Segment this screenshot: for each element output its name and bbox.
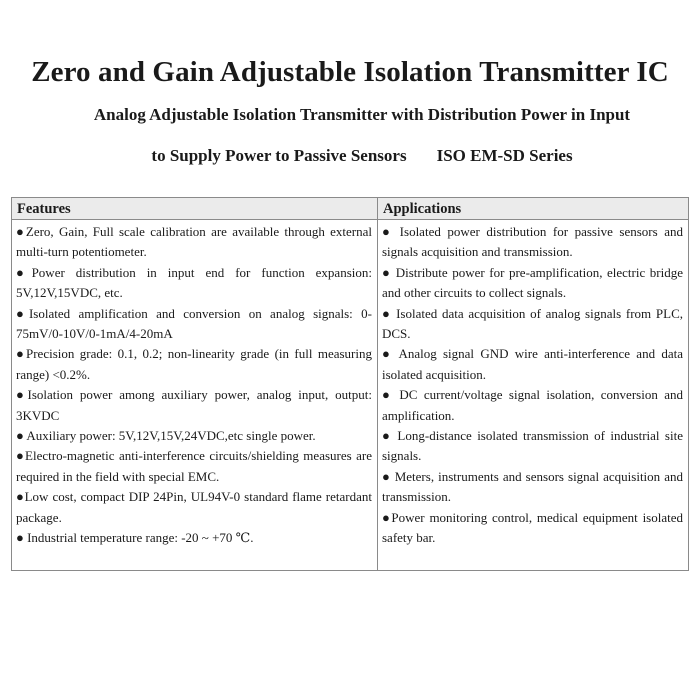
- feature-item: ●Zero, Gain, Full scale calibration are available through external multi-turn potentiometer.: [16, 224, 372, 260]
- application-item: ● Analog signal GND wire anti-interference and data isolated acquisition.: [382, 346, 683, 382]
- feature-item: ●Isolation power among auxiliary power, analog input, output: 3KVDC: [16, 387, 372, 423]
- series-name: ISO EM-SD Series: [436, 146, 573, 165]
- application-item: ● DC current/voltage signal isolation, conversion and amplification.: [382, 387, 683, 423]
- application-item: ● Distribute power for pre-amplification, electric bridge and other circuits to collect signals.: [382, 264, 683, 301]
- application-item: ●Power monitoring control, medical equipment isolated safety bar.: [382, 509, 683, 546]
- application-item: ● Meters, instruments and sensors signal acquisition and transmission.: [382, 468, 683, 505]
- feature-item: ● Auxiliary power: 5V,12V,15V,24VDC,etc single power.: [16, 428, 316, 444]
- document-title: Zero and Gain Adjustable Isolation Transmitter IC: [31, 56, 669, 88]
- feature-item: ●Low cost, compact DIP 24Pin, UL94V-0 standard flame retardant package.: [16, 489, 372, 525]
- document-subtitle-line2: [12, 146, 700, 166]
- feature-item: ●Precision grade: 0.1, 0.2; non-linearity grade (in full measuring range) <0.2%.: [16, 346, 372, 382]
- applications-column: [377, 198, 688, 570]
- features-header: Features: [12, 198, 377, 220]
- spec-table: [11, 197, 689, 571]
- document-subtitle-line1: Analog Adjustable Isolation Transmitter with Distribution Power in Input: [93, 105, 631, 124]
- applications-header: Applications: [378, 198, 688, 220]
- application-item: ● Isolated power distribution for passive sensors and signals acquisition and transmission.: [382, 224, 683, 260]
- features-list: [12, 220, 377, 549]
- feature-item: ●Isolated amplification and conversion on analog signals: 0-75mV/0-10V/0-1mA/4-20mA: [16, 305, 372, 342]
- feature-item: ●Power distribution in input end for function expansion: 5V,12V,15VDC, etc.: [16, 264, 372, 301]
- applications-list: [378, 220, 688, 549]
- application-item: ● Isolated data acquisition of analog signals from PLC, DCS.: [382, 305, 683, 342]
- subtitle-description: to Supply Power to Passive Sensors: [151, 146, 407, 165]
- feature-item: ●Electro-magnetic anti-interference circuits/shielding measures are required in the field with special EMC.: [16, 448, 372, 484]
- feature-item: ● Industrial temperature range: -20 ~ +70 ℃.: [16, 530, 254, 546]
- application-item: ● Long-distance isolated transmission of industrial site signals.: [382, 428, 683, 464]
- features-column: [12, 198, 377, 570]
